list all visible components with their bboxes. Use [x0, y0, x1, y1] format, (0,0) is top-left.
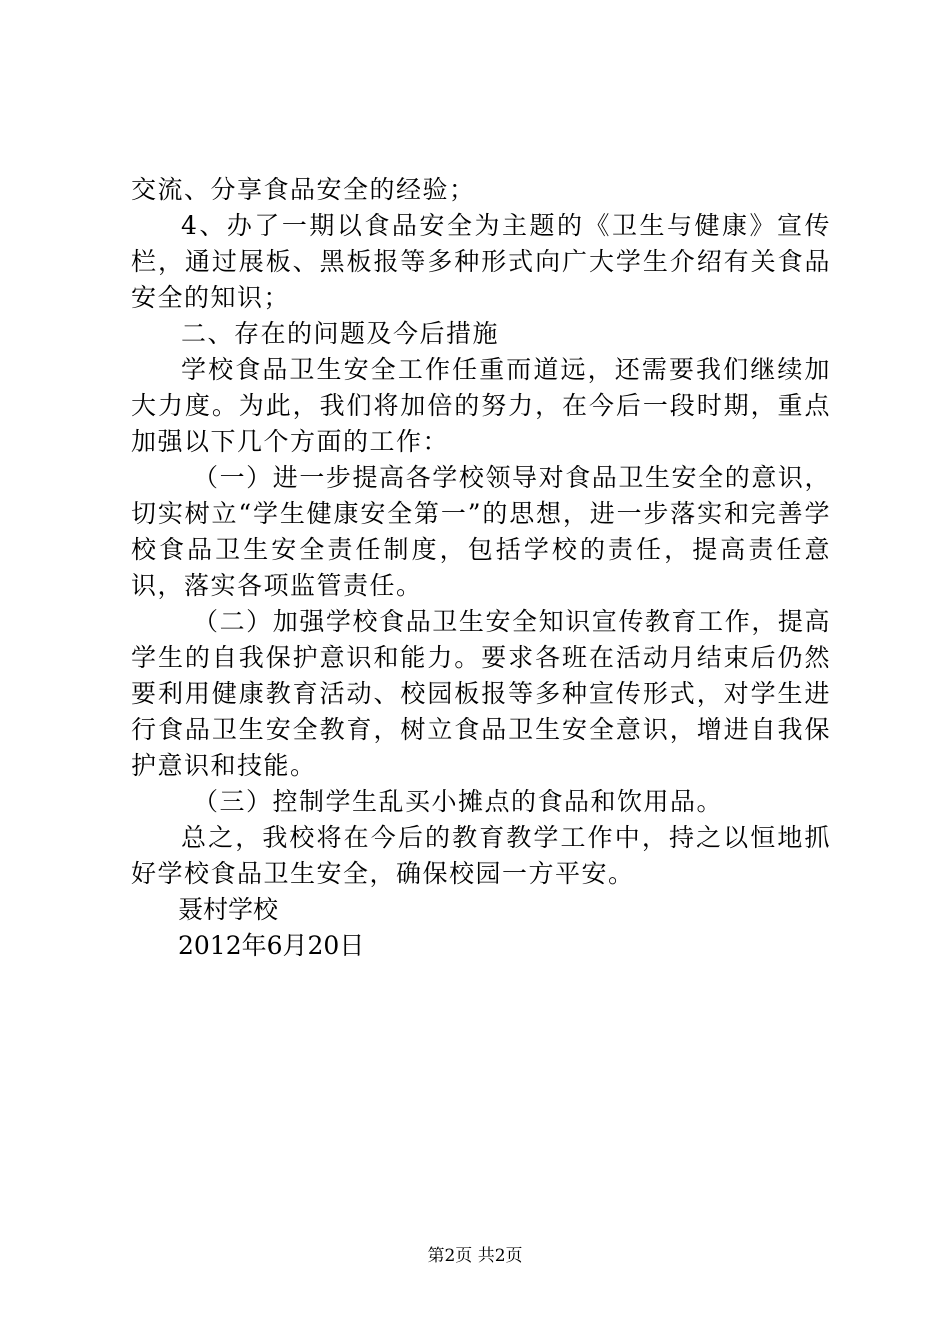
signature-date: 2012年6月20日: [178, 931, 365, 960]
paragraph-conclusion: 总之，我校将在今后的教育教学工作中，持之以恒地抓好学校食品卫生安全，确保校园一方平安。: [131, 823, 831, 888]
paragraph-measure-2: （二）加强学校食品卫生安全知识宣传教育工作，提高学生的自我保护意识和能力。要求各班在活动月结束后仍然要利用健康教育活动、校园板报等多种宣传形式，对学生进行食品卫生安全教育，树立食品卫生安全意识，增进自我保护意识和技能。: [131, 607, 831, 780]
document-body: [131, 172, 831, 964]
signature-organization: 聂村学校: [178, 895, 279, 924]
paragraph-item-4: 4、办了一期以食品安全为主题的《卫生与健康》宣传栏，通过展板、黑板报等多种形式向广大学生介绍有关食品安全的知识；: [131, 211, 831, 312]
section-heading-problems-measures: 二、存在的问题及今后措施: [181, 319, 500, 348]
paragraph-measure-3: （三）控制学生乱买小摊点的食品和饮用品。: [193, 787, 724, 816]
paragraph-measure-1: （一）进一步提高各学校领导对食品卫生安全的意识，切实树立“学生健康安全第一”的思想，进一步落实和完善学校食品卫生安全责任制度，包括学校的责任，提高责任意识，落实各项监管责任。: [131, 463, 831, 600]
paragraph-intro-measures: 学校食品卫生安全工作任重而道远，还需要我们继续加大力度。为此，我们将加倍的努力，在今后一段时期，重点加强以下几个方面的工作：: [131, 355, 831, 456]
paragraph-continuation: 交流、分享食品安全的经验；: [131, 175, 476, 204]
page-number-footer: 第2页 共2页: [427, 1246, 523, 1266]
